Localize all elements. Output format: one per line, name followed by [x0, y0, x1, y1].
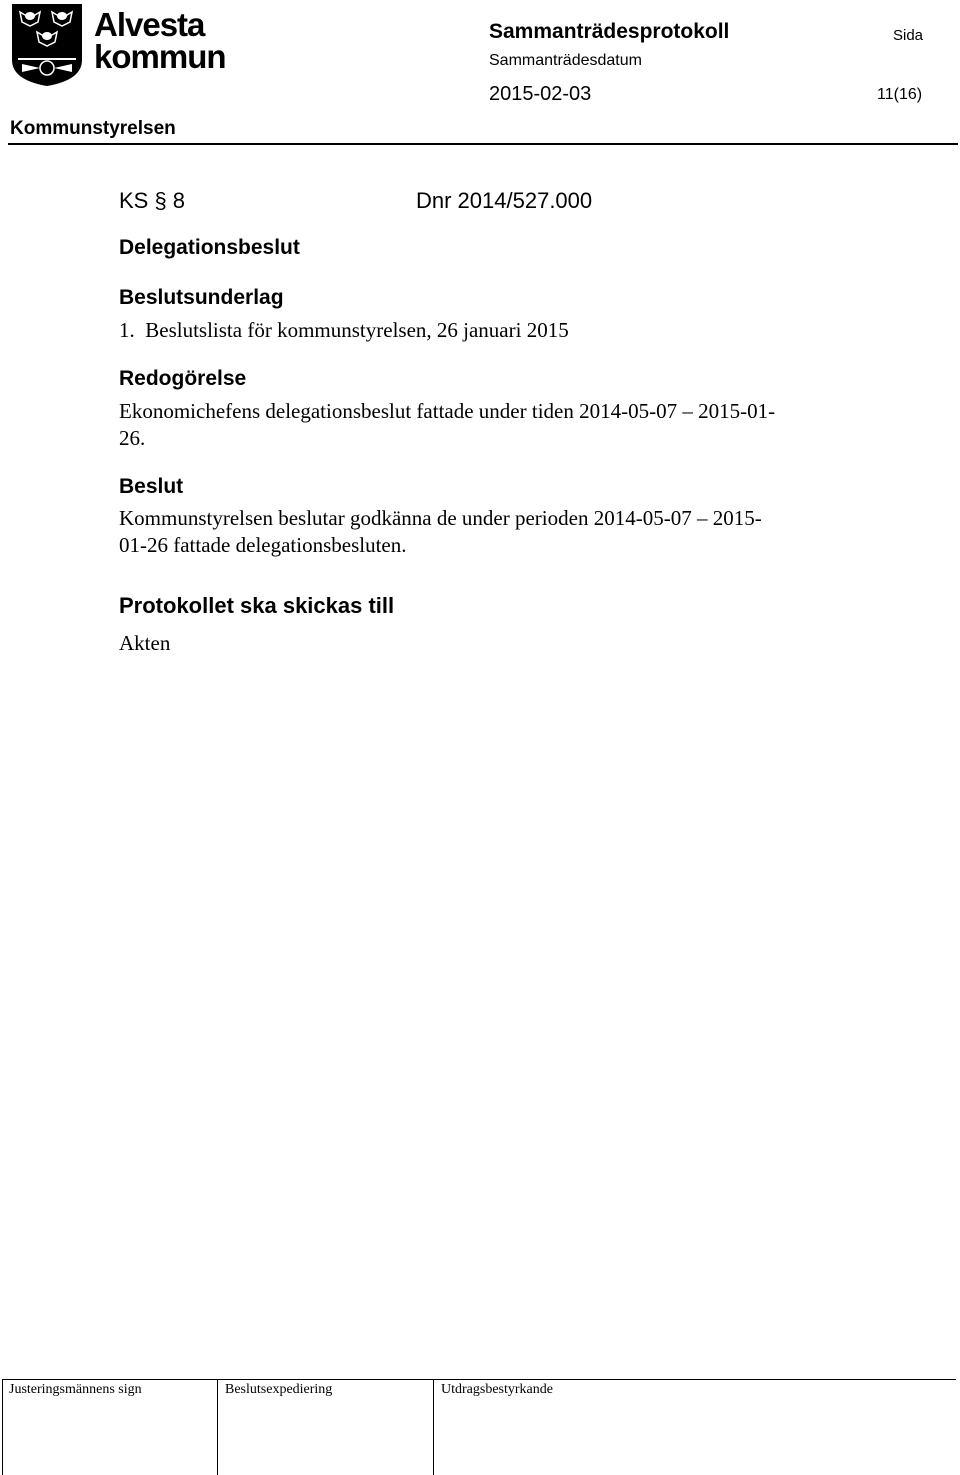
footer-column-sign: [2, 1379, 3, 1475]
case-number: KS § 8: [119, 188, 186, 213]
coat-of-arms-icon: [10, 2, 84, 88]
diary-number: Dnr 2014/527.000: [416, 188, 593, 213]
logo-text-line2: kommun: [94, 38, 226, 75]
page-number: 11(16): [877, 86, 923, 103]
section-heading-underlag: Beslutsunderlag: [119, 286, 284, 309]
section-heading-beslut: Beslut: [119, 475, 184, 498]
section-heading-protokoll: Protokollet ska skickas till: [119, 593, 395, 618]
underlag-list-item: 1. Beslutslista för kommunstyrelsen, 26 januari 2015: [119, 318, 569, 342]
beslut-text: Kommunstyrelsen beslutar godkänna de under perioden 2014-05-07 – 2015-01-26 fattade delegationsbesluten.: [119, 506, 762, 557]
page-label: Sida: [893, 27, 924, 44]
footer-label-utdrag: Utdragsbestyrkande: [441, 1382, 553, 1397]
footer-label-sign: Justeringsmännens sign: [9, 1382, 142, 1397]
meeting-date: 2015-02-03: [489, 83, 592, 105]
organization-name: Kommunstyrelsen: [10, 118, 176, 139]
footer-column-utdrag: [433, 1379, 434, 1475]
document-type: Sammanträdesprotokoll: [489, 20, 730, 43]
alvesta-logo: [10, 2, 242, 88]
recipient-item: Akten: [119, 631, 171, 655]
redogorelse-text: Ekonomichefens delegationsbeslut fattade under tiden 2014-05-07 – 2015-01-26.: [119, 399, 776, 450]
case-title: Delegationsbeslut: [119, 236, 300, 259]
header-divider: [8, 143, 958, 145]
logo-text-line1: Alvesta: [94, 6, 205, 43]
footer-column-expediering: [217, 1379, 218, 1475]
footer-divider: [2, 1379, 956, 1380]
footer-label-expediering: Beslutsexpediering: [225, 1382, 333, 1397]
section-heading-redogorelse: Redogörelse: [119, 367, 247, 390]
date-label: Sammanträdesdatum: [489, 52, 642, 69]
